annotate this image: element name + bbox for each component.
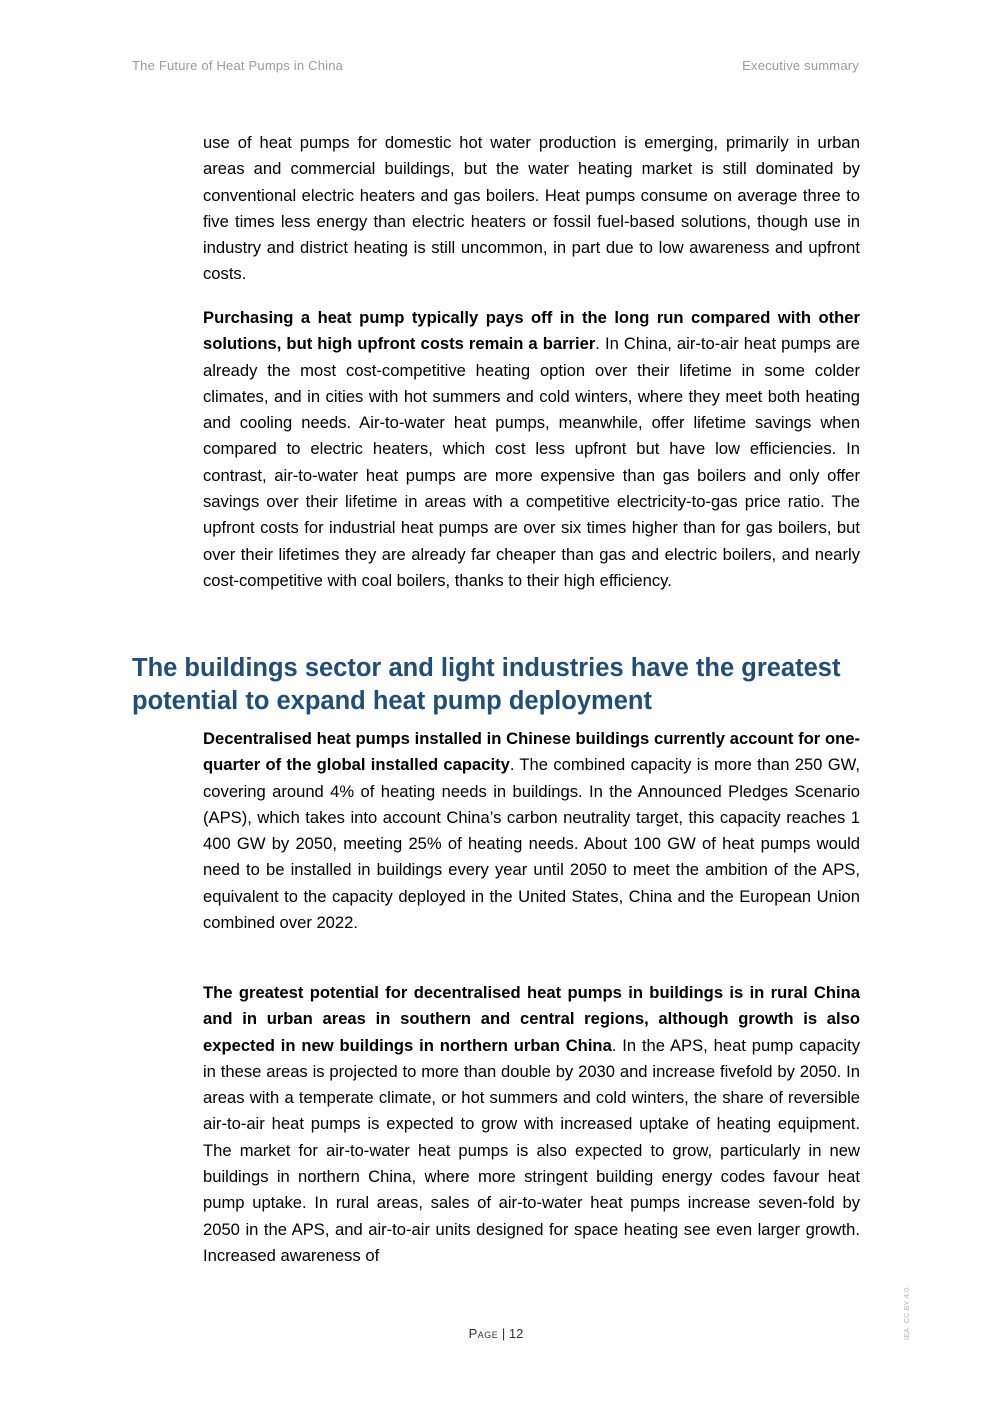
paragraph-lead: The greatest potential for decentralised heat pumps in buildings is in rural China and in urban areas in southern and central regions, although growth is also expected in new buildings in northern urban China [203,983,860,1055]
body-paragraph-3 [203,726,860,936]
paragraph-lead: Decentralised heat pumps installed in Chinese buildings currently account for one-quarter of the global installed capacity [203,729,860,775]
page-footer [0,1326,992,1341]
page-number: 12 [508,1326,524,1341]
paragraph-text: use of heat pumps for domestic hot water production is emerging, primarily in urban areas and commercial buildings, but the water heating market is still dominated by conventional electric heaters and gas boilers. Heat pumps consume on average three to five times less energy than electric heaters or fossil fuel-based solutions, though use in industry and district heating is still uncommon, in part due to low awareness and upfront costs. [203,133,860,284]
section-heading: The buildings sector and light industries have the greatest potential to expand heat pump deployment [132,654,841,715]
paragraph-text: . In China, air-to-air heat pumps are already the most cost-competitive heating option over their lifetime in some colder climates, and in cities with hot summers and cold winters, where they meet both heating and cooling needs. Air-to-water heat pumps, meanwhile, offer lifetime savings when compared to electric heaters, which cost less upfront but have low efficiencies. In contrast, air-to-water heat pumps are more expensive than gas boilers and only offer savings over their lifetime in areas with a competitive electricity-to-gas price ratio. The upfront costs for industrial heat pumps are over six times higher than for gas boilers, but over their lifetimes they are already far cheaper than gas and electric boilers, and nearly cost-competitive with coal boilers, thanks to their high efficiency. [203,334,860,590]
page-label: Page [468,1326,499,1341]
page-separator: | [498,1326,509,1341]
running-header-section: Executive summary [742,58,859,73]
body-paragraph-2 [203,305,860,594]
body-paragraph-1 [203,130,860,288]
paragraph-text: . The combined capacity is more than 250 GW, covering around 4% of heating needs in buildings. In the Announced Pledges Scenario (APS), which takes into account China’s carbon neutrality target, this capacity reaches 1 400 GW by 2050, meeting 25% of heating needs. About 100 GW of heat pumps would need to be installed in buildings every year until 2050 to meet the ambition of the APS, equivalent to the capacity deployed in the United States, China and the European Union combined over 2022. [203,755,860,933]
license-credit: IEA. CC BY 4.0. [904,1285,911,1340]
paragraph-text: . In the APS, heat pump capacity in these areas is projected to more than double by 2030 and increase fivefold by 2050. In areas with a temperate climate, or hot summers and cold winters, the share of reversible air-to-air heat pumps is expected to grow with increased uptake of heating equipment. The market for air-to-water heat pumps is also expected to grow, particularly in new buildings in northern China, where more stringent building energy codes favour heat pump uptake. In rural areas, sales of air-to-water heat pumps increase seven-fold by 2050 in the APS, and air-to-air units designed for space heating see even larger growth. Increased awareness of [203,1035,860,1265]
body-paragraph-4 [203,980,860,1269]
running-header-title: The Future of Heat Pumps in China [132,58,344,73]
paragraph-lead: Purchasing a heat pump typically pays off in the long run compared with other solutions, but high upfront costs remain a barrier [203,308,860,354]
